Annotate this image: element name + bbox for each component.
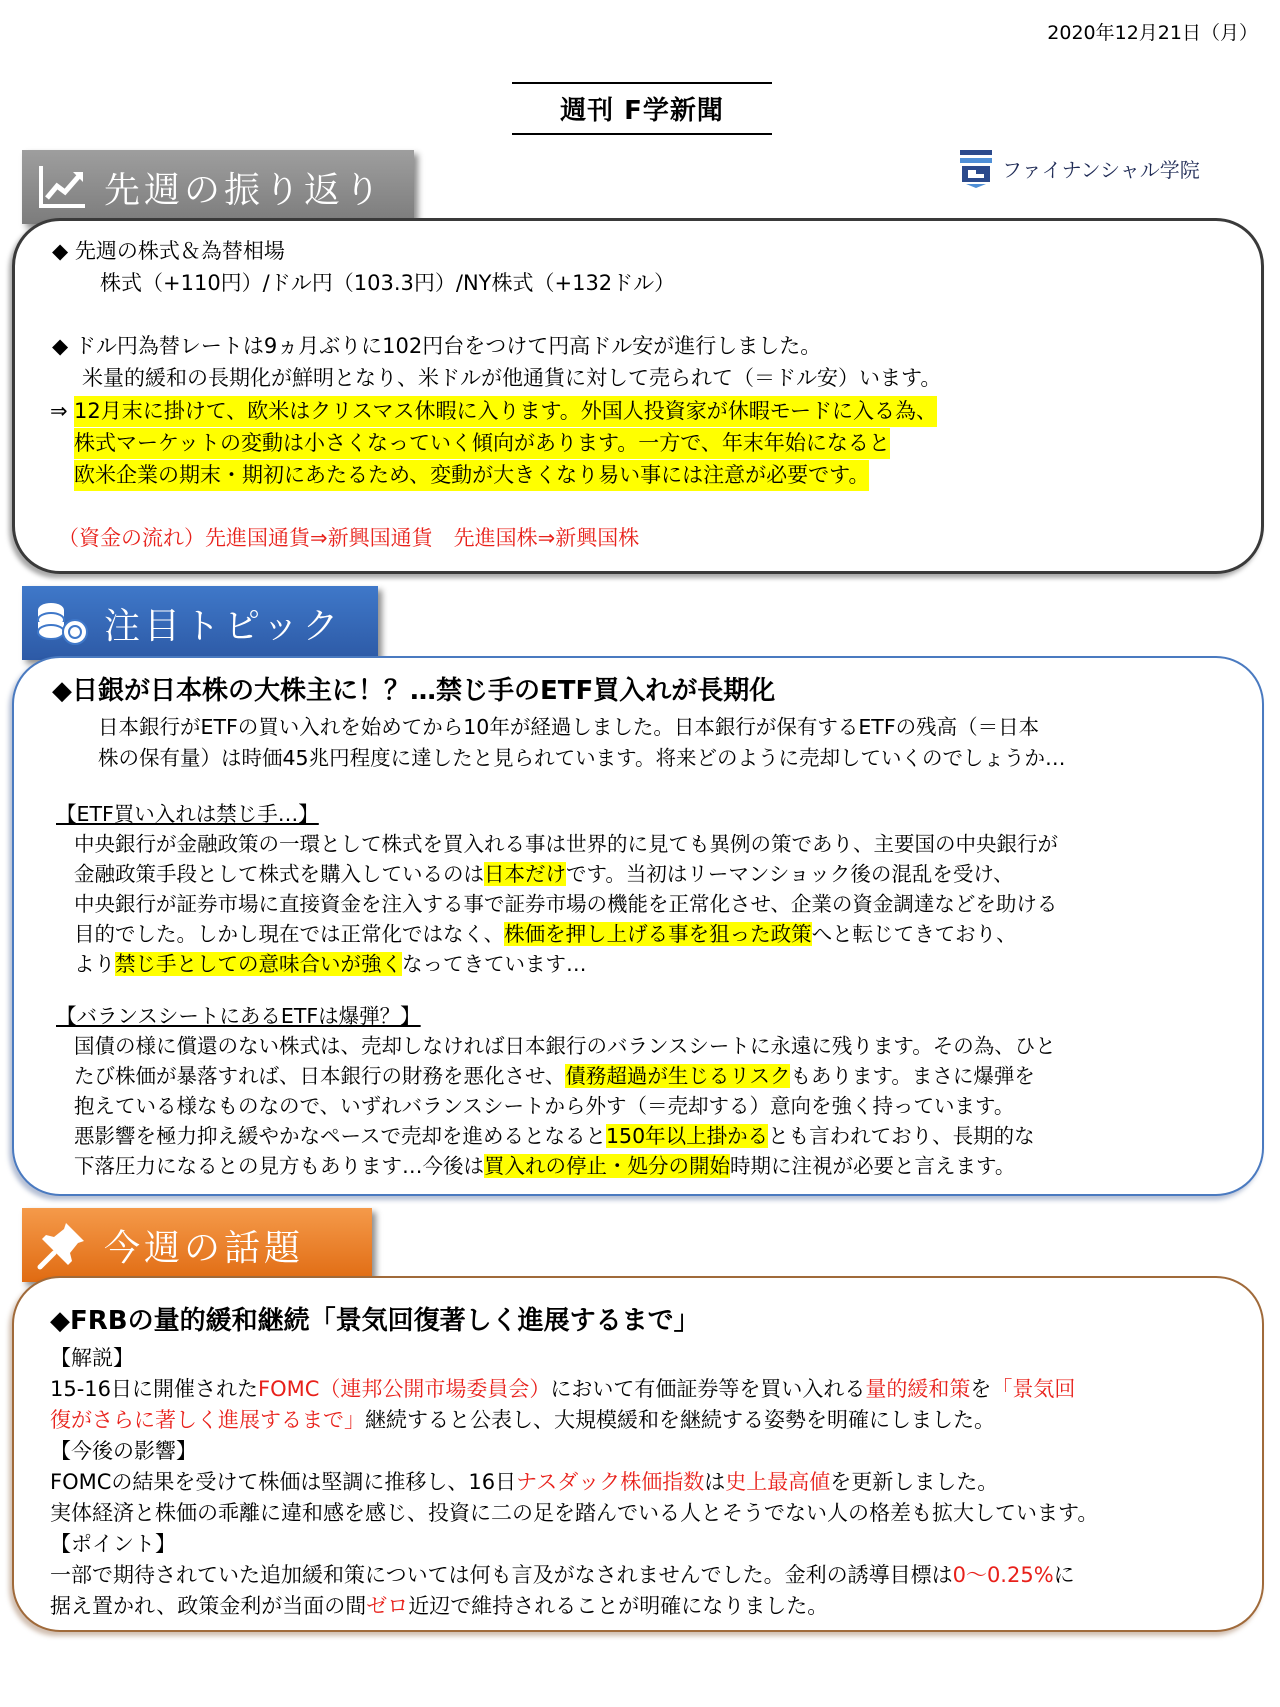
highlighted-line: 株式マーケットの変動は小さくなっていく傾向があります。一方で、年末年始になると xyxy=(74,428,890,459)
arrow-mark: ⇒ xyxy=(50,399,68,423)
subheading-etf: 【ETF買い入れは禁じ手…】 xyxy=(56,802,319,826)
body-line: 15-16日に開催されたFOMC（連邦公開市場委員会）において有価証券等を買い入れる量的緩和策を「景気回 xyxy=(50,1377,1076,1401)
market-values: 株式（+110円）/ドル円（103.3円）/NY株式（+132ドル） xyxy=(100,271,676,295)
body-line: 目的でした。しかし現在では正常化ではなく、株価を押し上げる事を狙った政策へと転じてきており、 xyxy=(74,922,1017,946)
section-title: 先週の振り返り xyxy=(104,169,385,211)
body-line: 復がさらに著しく進展するまで」継続すると公表し、大規模緩和を継続する姿勢を明確にしました。 xyxy=(50,1408,995,1432)
issue-date: 2020年12月21日（月） xyxy=(1047,22,1258,44)
body-line: 一部で期待されていた追加緩和策については何も言及がなされませんでした。金利の誘導目標は0～0.25%に xyxy=(50,1563,1075,1587)
brand-mark-icon xyxy=(958,148,994,188)
section-banner-this-week xyxy=(22,1208,372,1282)
money-flow: （資金の流れ）先進国通貨⇒新興国通貨 先進国株⇒新興国株 xyxy=(58,526,640,550)
section-banner-topic xyxy=(22,586,378,660)
intro-line: 日本銀行がETFの買い入れを始めてから10年が経過しました。日本銀行が保有するETFの残高（＝日本 xyxy=(98,715,1040,739)
fx-paragraph-line: 米量的緩和の長期化が鮮明となり、米ドルが他通貨に対して売られて（＝ドル安）います。 xyxy=(82,366,942,390)
body-line: 実体経済と株価の乖離に違和感を感じ、投資に二の足を踏んでいる人とそうでない人の格差も拡大しています。 xyxy=(50,1501,1099,1525)
body-line: 悪影響を極力抑え緩やかなペースで売却を進めるとなると150年以上掛かるとも言われており、長期的な xyxy=(74,1124,1035,1148)
label-point: 【ポイント】 xyxy=(50,1532,176,1556)
pushpin-icon xyxy=(34,1217,90,1273)
brand-name: ファイナンシャル学院 xyxy=(1002,157,1200,182)
body-line: 中央銀行が証券市場に直接資金を注入する事で証券市場の機能を正常化させ、企業の資金調達などを助ける xyxy=(74,892,1058,916)
body-line: 下落圧力になるとの見方もあります…今後は買入れの停止・処分の開始時期に注視が必要と言えます。 xyxy=(74,1154,1016,1178)
intro-line: 株の保有量）は時価45兆円程度に達したと見られています。将来どのように売却していくのでしょうか… xyxy=(98,746,1066,770)
this-week-headline: ◆FRBの量的緩和継続「景気回復著しく進展するまで」 xyxy=(50,1306,700,1336)
body-line: たび株価が暴落すれば、日本銀行の財務を悪化させ、債務超過が生じるリスクもあります。まさに爆弾を xyxy=(74,1064,1035,1088)
section-title: 注目トピック xyxy=(104,605,343,647)
body-line: 中央銀行が金融政策の一環として株式を買入れる事は世界的に見ても異例の策であり、主要国の中央銀行が xyxy=(74,832,1058,856)
body-line: 抱えている様なものなので、いずれバランスシートから外す（＝売却する）意向を強く持っています。 xyxy=(74,1094,1015,1118)
body-line: 金融政策手段として株式を購入しているのは日本だけです。当初はリーマンショック後の混乱を受け、 xyxy=(74,862,1014,886)
body-line: 据え置かれ、政策金利が当面の間ゼロ近辺で維持されることが明確になりました。 xyxy=(50,1594,829,1618)
brand-logo xyxy=(958,148,1200,188)
section-title: 今週の話題 xyxy=(104,1227,305,1269)
fx-paragraph-line: ◆ ドル円為替レートは9ヵ月ぶりに102円台をつけて円高ドル安が進行しました。 xyxy=(52,334,822,358)
label-impact: 【今後の影響】 xyxy=(50,1439,197,1463)
chart-trend-icon xyxy=(34,159,90,215)
newsletter-title: 週刊 F学新聞 xyxy=(512,82,772,135)
body-line: より禁じ手としての意味合いが強くなってきています… xyxy=(74,952,587,976)
highlighted-line: 12月末に掛けて、欧米はクリスマス休暇に入ります。外国人投資家が休暇モードに入る為、 xyxy=(74,396,937,427)
body-line: 国債の様に償還のない株式は、売却しなければ日本銀行のバランスシートに永遠に残ります。その為、ひと xyxy=(74,1034,1056,1058)
coins-icon xyxy=(34,595,90,651)
body-line: FOMCの結果を受けて株価は堅調に推移し、16日ナスダック株価指数は史上最高値を更新しました。 xyxy=(50,1470,999,1494)
highlighted-line: 欧米企業の期末・期初にあたるため、変動が大きくなり易い事には注意が必要です。 xyxy=(74,460,869,491)
market-heading: ◆ 先週の株式＆為替相場 xyxy=(52,239,285,263)
subheading-bomb: 【バランスシートにあるETFは爆弾？】 xyxy=(56,1004,421,1028)
section-banner-last-week xyxy=(22,150,414,224)
topic-headline: ◆日銀が日本株の大株主に！？…禁じ手のETF買入れが長期化 xyxy=(52,676,776,706)
label-commentary: 【解説】 xyxy=(50,1346,134,1370)
